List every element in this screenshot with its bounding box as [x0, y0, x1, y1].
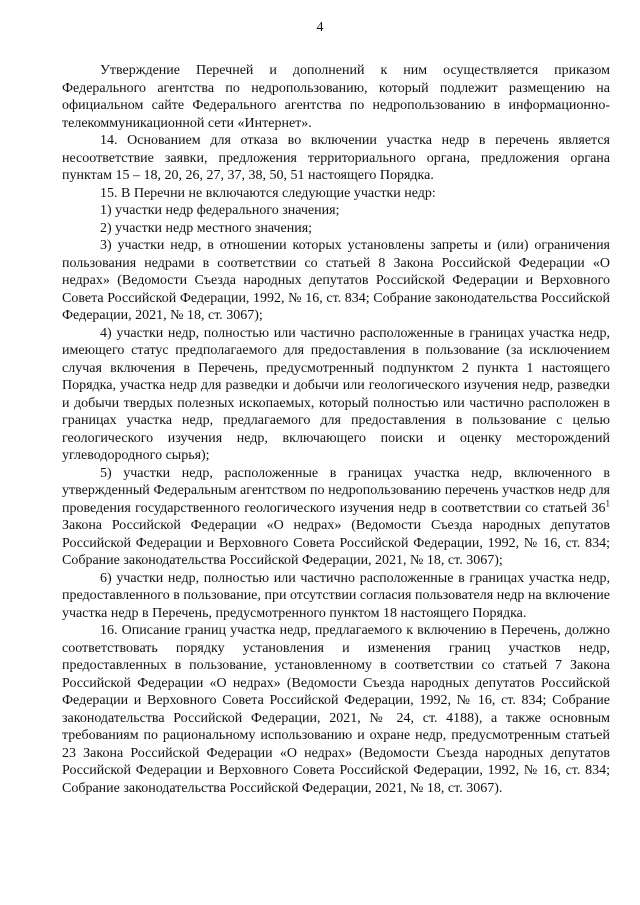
paragraph-15-exclusions-intro: 15. В Перечни не включаются следующие участки недр:	[100, 185, 436, 201]
page-number: 4	[316, 20, 324, 35]
paragraph-14-refusal-grounds: 14. Основанием для отказа во включении участка недр в перечень является несоответствие заявки, предложения территориального органа, предложения органа пунктам 15 – 18, 20, 26, 27, 37, 38, 50, 51 настоящего Порядка.	[62, 133, 610, 183]
list-item-4-overlap-proposed: 4) участки недр, полностью или частично расположенные в границах участка недр, имеющего статус предполагаемого для предоставления в пользование (за исключением случая включения в Перечень, предусмотренный подпунктом 2 пункта 1 настоящего Порядка, участка недр для разведки и добычи или геологического изучения недр, разведки и добычи твердых полезных ископаемых, который полностью или частично расположен в границах участка недр, предлагаемого для предоставления в пользование с целью геологического изучения недр, включающего поиски и оценку месторождений углеводородного сырья);	[62, 325, 610, 463]
document-body	[62, 62, 610, 797]
paragraph-approval-publication: Утверждение Перечней и дополнений к ним осуществляется приказом Федерального агентства по недропользованию, который подлежит размещению на официальном сайте Федерального агентства по недропользованию в информационно-телекоммуникационной сети «Интернет».	[62, 63, 610, 131]
list-item-3-restrictions: 3) участки недр, в отношении которых установлены запреты и (или) ограничения пользования недрами в соответствии со статьей 8 Закона Российской Федерации «О недрах» (Ведомости Съезда народных депутатов Российской Федерации и Верховного Совета Российской Федерации, 1992, № 16, ст. 834; Собрание законодательства Российской Федерации, 2021, № 18, ст. 3067);	[62, 238, 610, 323]
list-item-5-text-start: 5) участки недр, расположенные в границах участка недр, включенного в утвержденный Федеральным агентством по недропользованию перечень участков недр для проведения государственного геологического изучения недр в соответствии со статьей 36	[62, 465, 610, 516]
list-item-1-federal: 1) участки недр федерального значения;	[100, 203, 340, 218]
list-item-6-consent: 6) участки недр, полностью или частично расположенные в границах участка недр, предоставленного в пользование, при отсутствии согласия пользователя недр на включение участка недр в Перечень, предусмотренного пунктом 18 настоящего Порядка.	[62, 570, 610, 621]
list-item-2-local: 2) участки недр местного значения;	[100, 220, 313, 236]
list-item-5-text-end: Закона Российской Федерации «О недрах» (Ведомости Съезда народных депутатов Российской Федерации и Верховного Совета Российской Федерации, 1992, № 16, ст. 834; Собрание законодательства Российской Федерации, 2021, № 18, ст. 3067);	[62, 518, 610, 568]
article-superscript: 1	[605, 497, 610, 508]
list-item-5-geological-study	[62, 465, 610, 570]
paragraph-16-boundaries: 16. Описание границ участка недр, предлагаемого к включению в Перечень, должно соответствовать порядку установления и изменения границ участков недр, предоставленных в пользование, установленному в соответствии со статьей 7 Закона Российской Федерации «О недрах» (Ведомости Съезда народных депутатов Российской Федерации и Верховного Совета Российской Федерации, 1992, № 16, ст. 834; Собрание законодательства Российской Федерации, 2021, № 24, ст. 4188), а также основным требованиям по рациональному использованию и охране недр, предусмотренным статьей 23 Закона Российской Федерации «О недрах» (Ведомости Съезда народных депутатов Российской Федерации и Верховного Совета Российской Федерации, 1992, № 16, ст. 834; Собрание законодательства Российской Федерации, 2021, № 18, ст. 3067).	[62, 623, 610, 796]
